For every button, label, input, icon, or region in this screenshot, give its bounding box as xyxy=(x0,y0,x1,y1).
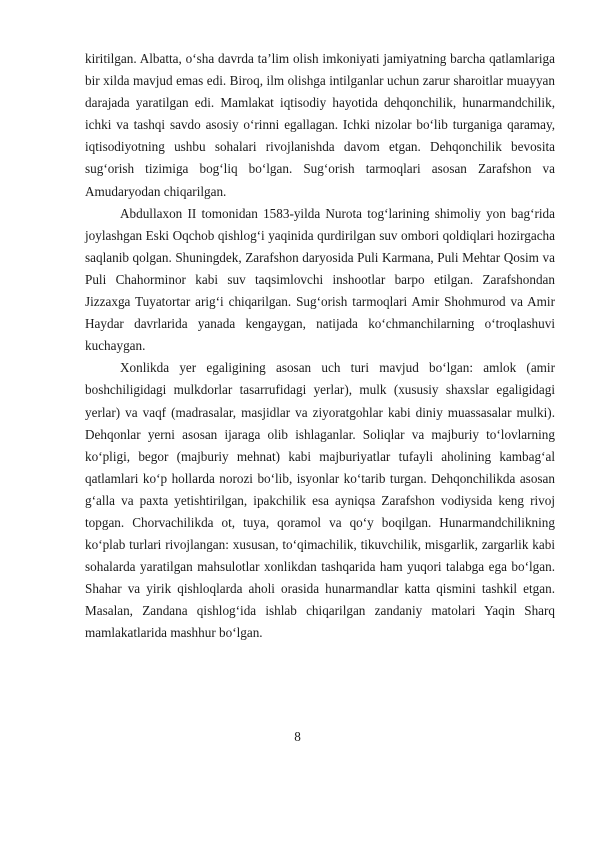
paragraph-1: kiritilgan. Albatta, o‘sha davrda ta’lim olish imkoniyati jamiyatning barcha qatlamlariga bir xilda mavjud emas edi. Biroq, ilm olishga intilganlar uchun zarur sharoitlar muayyan darajada yaratilgan edi. Mamlakat iqtisodiy hayotida dehqonchilik, hunarmandchilik, ichki va tashqi savdo asosiy o‘rinni egallagan. Ichki nizolar bo‘lib turganiga qaramay, iqtisodiyotning ushbu sohalari rivojlanishda davom etgan. Dehqonchilik bevosita sug‘orish tizimiga bog‘liq bo‘lgan. Sug‘orish tarmoqlari asosan Zarafshon va Amudaryodan chiqarilgan. xyxy=(85,51,555,199)
page-number: 8 xyxy=(294,729,301,744)
body-text xyxy=(85,48,555,645)
paragraph-3: Xonlikda yer egaligining asosan uch turi mavjud bo‘lgan: amlok (amir boshchiligidagi mulkdorlar tasarrufidagi yerlar), mulk (xususiy shaxslar egaligidagi yerlar) va vaqf (madrasalar, masjidlar va ziyoratgohlar kabi diniy muassasalar mulki). Dehqonlar yerni asosan ijaraga olib ishlaganlar. Soliqlar va majburiy to‘lovlarning ko‘pligi, begor (majburiy mehnat) kabi majburiyatlar tufayli aholining kambag‘al qatlamlari ko‘p hollarda norozi bo‘lib, isyonlar ko‘tarib turgan. Dehqonchilikda asosan g‘alla va paxta yetishtirilgan, ipakchilik esa ayniqsa Zarafshon vodiysida keng rivoj topgan. Chorvachilikda ot, tuya, qoramol va qo‘y boqilgan. Hunarmandchilikning ko‘plab turlari rivojlangan: xususan, to‘qimachilik, tikuvchilik, misgarlik, zargarlik kabi sohalarda yaratilgan mahsulotlar xonlikdan tashqarida ham yuqori talabga ega bo‘lgan. Shahar va yirik qishloqlarda aholi orasida hunarmandlar katta qismini tashkil etgan. Masalan, Zandana qishlog‘ida ishlab chiqarilgan zandaniy matolari Yaqin Sharq mamlakatlarida mashhur bo‘lgan. xyxy=(85,360,555,641)
paragraph-2: Abdullaxon II tomonidan 1583-yilda Nurota tog‘larining shimoliy yon bag‘rida joylashgan Eski Oqchob qishlog‘i yaqinida qurdirilgan suv ombori qoldiqlari hozirgacha saqlanib qolgan. Shuningdek, Zarafshon daryosida Puli Karmana, Puli Mehtar Qosim va Puli Chahorminor kabi suv taqsimlovchi inshootlar barpo etilgan. Zarafshondan Jizzaxga Tuyatortar arig‘i chiqarilgan. Sug‘orish tarmoqlari Amir Shohmurod va Amir Haydar davrlarida yanada kengaygan, natijada ko‘chmanchilarning o‘troqlashuvi kuchaygan. xyxy=(85,205,555,354)
